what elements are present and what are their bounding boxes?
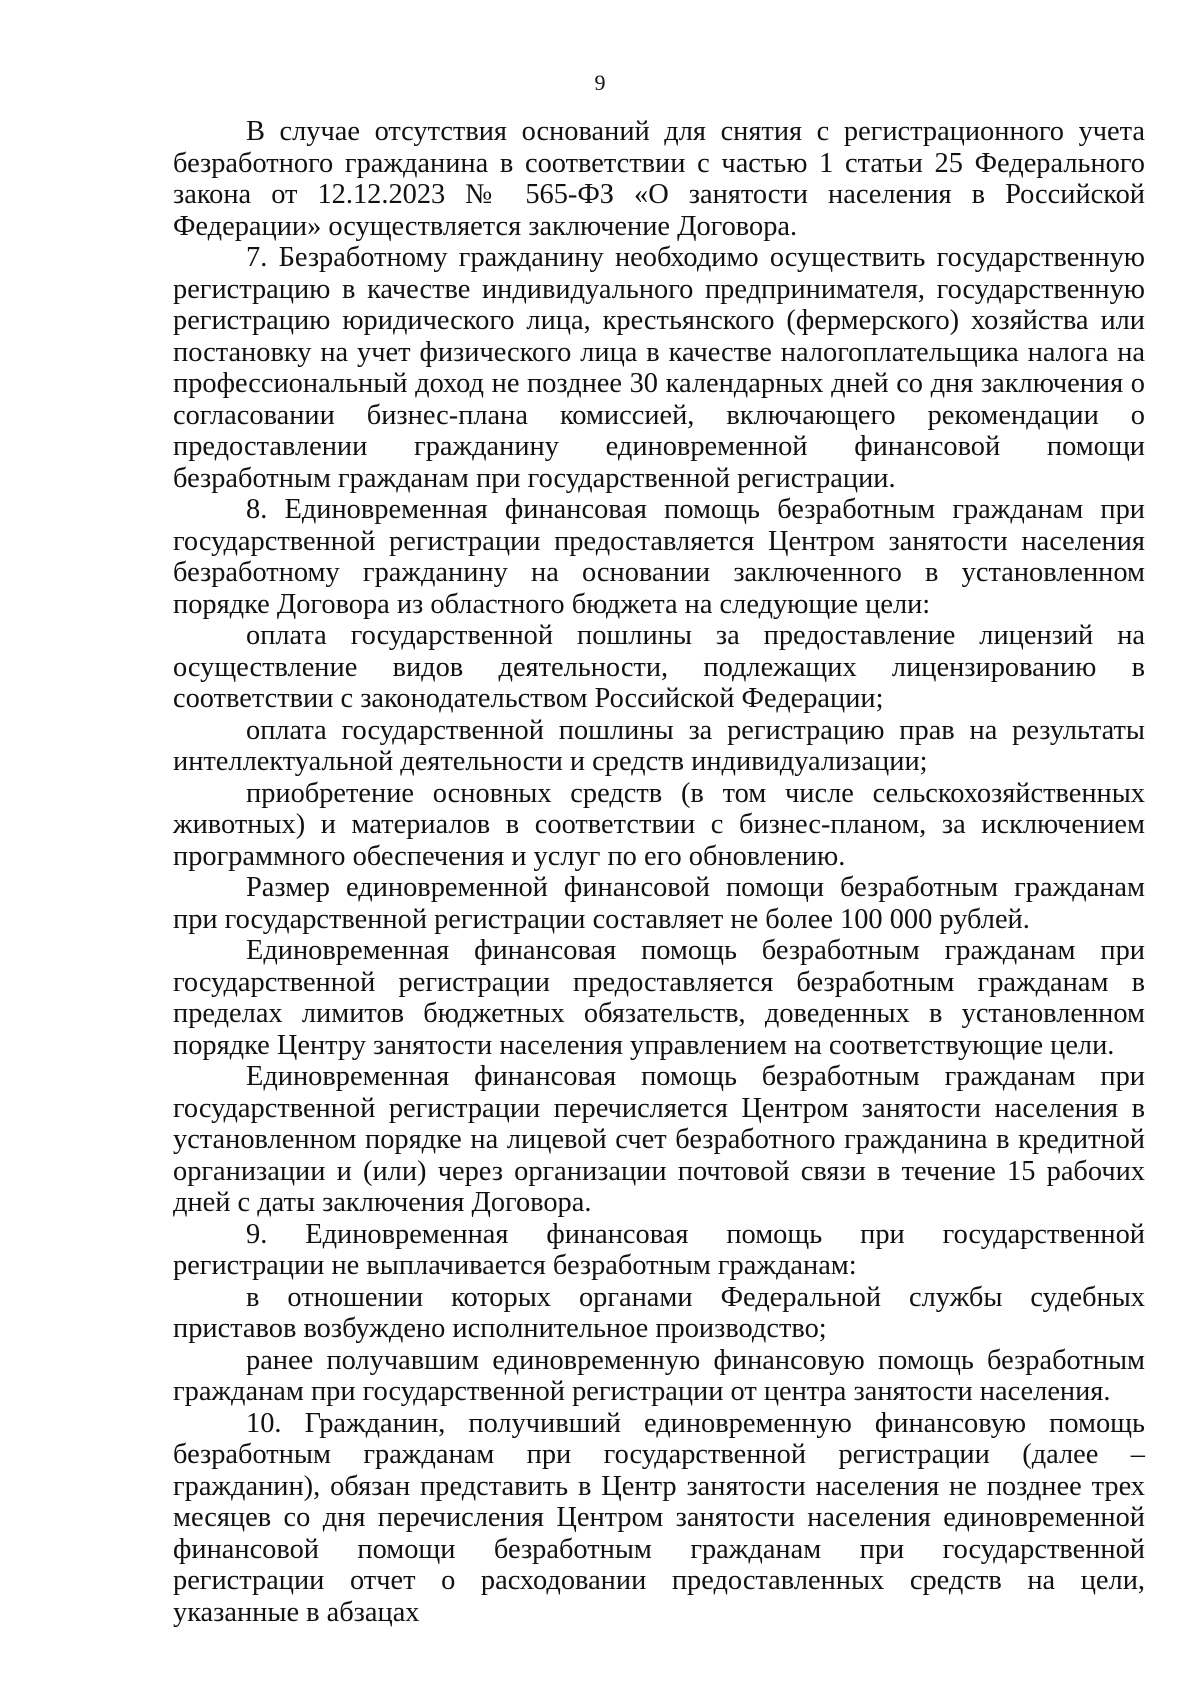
paragraph: В случае отсутствия оснований для снятия с регистрационного учета безработного гражданина в соответствии с частью 1 статьи 25 Федерального закона от 12.12.2023 № 565-ФЗ «О занятости населения в Российской Федерации» осуществляется заключение Договора. [173,116,1145,242]
paragraph: приобретение основных средств (в том числе сельскохозяйственных животных) и материалов в соответствии с бизнес-планом, за исключением программного обеспечения и услуг по его обновлению. [173,777,1145,872]
paragraph: оплата государственной пошлины за предоставление лицензий на осуществление видов деятельности, подлежащих лицензированию в соответствии с законодательством Российской Федерации; [173,620,1145,714]
paragraph: 7. Безработному гражданину необходимо осуществить государственную регистрацию в качестве индивидуального предпринимателя, государственную регистрацию юридического лица, крестьянского (фермерского) хозяйства или постановку на учет физического лица в качестве налогоплательщика налога на профессиональный доход не позднее 30 календарных дней со дня заключения о согласовании бизнес-плана комиссией, включающего рекомендации о предоставлении гражданину единовременной финансовой помощи безработным гражданам при государственной регистрации. [173,242,1145,494]
paragraph: Единовременная финансовая помощь безработным гражданам при государственной регистрации предоставляется безработным гражданам в пределах лимитов бюджетных обязательств, доведенных в установленном порядке Центру занятости населения управлением на соответствующие цели. [173,935,1145,1061]
paragraph: 9. Единовременная финансовая помощь при государственной регистрации не выплачивается безработным гражданам: [173,1218,1145,1281]
paragraph: ранее получавшим единовременную финансовую помощь безработным гражданам при государственной регистрации от центра занятости населения. [173,1344,1145,1407]
paragraph: оплата государственной пошлины за регистрацию прав на результаты интеллектуальной деятельности и средств индивидуализации; [173,714,1145,777]
paragraph: в отношении которых органами Федеральной службы судебных приставов возбуждено исполнительное производство; [173,1281,1145,1344]
page-number: 9 [594,70,606,95]
paragraph: Размер единовременной финансовой помощи безработным гражданам при государственной регистрации составляет не более 100 000 рублей. [173,872,1145,935]
paragraph: 8. Единовременная финансовая помощь безработным гражданам при государственной регистрации предоставляется Центром занятости населения безработному гражданину на основании заключенного в установленном порядке Договора из областного бюджета на следующие цели: [173,494,1145,620]
paragraph: 10. Гражданин, получивший единовременную финансовую помощь безработным гражданам при государственной регистрации (далее – гражданин), обязан представить в Центр занятости населения не позднее трех месяцев со дня перечисления Центром занятости населения единовременной финансовой помощи безработным гражданам при государственной регистрации отчет о расходовании предоставленных средств на цели, указанные в абзацах [173,1407,1145,1628]
document-body [173,116,1145,1628]
paragraph: Единовременная финансовая помощь безработным гражданам при государственной регистрации перечисляется Центром занятости населения в установленном порядке на лицевой счет безработного гражданина в кредитной организации и (или) через организации почтовой связи в течение 15 рабочих дней с даты заключения Договора. [173,1061,1145,1218]
